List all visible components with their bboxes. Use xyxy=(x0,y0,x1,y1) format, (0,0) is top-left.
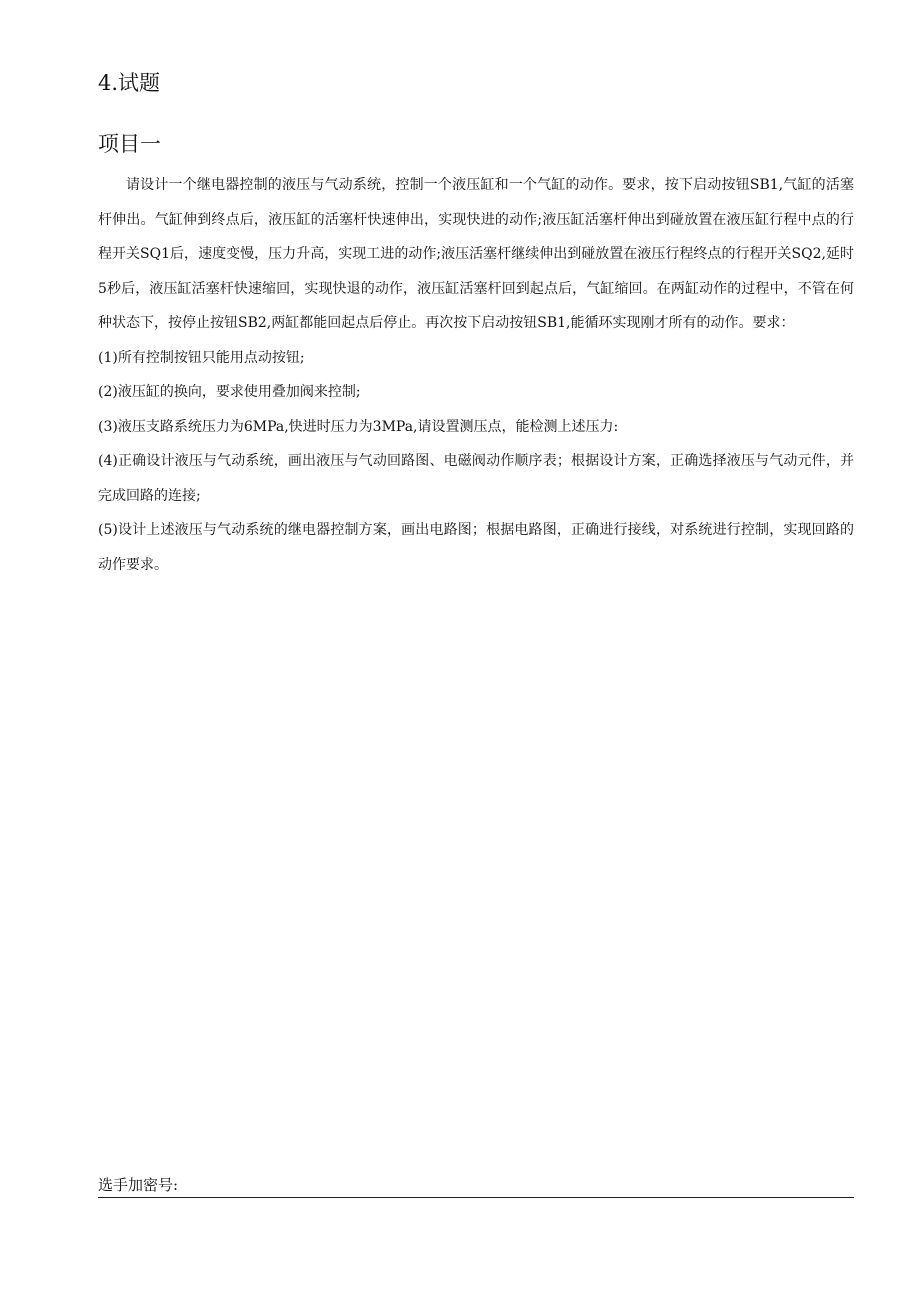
requirement-item-3: (3)液压支路系统压力为6MPa,快进时压力为3MPa,请设置测压点，能检测上述压力: xyxy=(98,418,619,435)
task-content xyxy=(98,168,854,582)
requirement-item-5: (5)设计上述液压与气动系统的继电器控制方案，画出电路图；根据电路图，正确进行接线，对系统进行控制，实现回路的动作要求。 xyxy=(98,522,854,573)
project-title: 项目一 xyxy=(98,132,161,156)
requirement-item-4: (4)正确设计液压与气动系统，画出液压与气动回路图、电磁阀动作顺序表；根据设计方案，正确选择液压与气动元件，并完成回路的连接; xyxy=(98,453,854,504)
requirement-item-2: (2)液压缸的换向，要求使用叠加阀来控制; xyxy=(98,384,361,400)
contestant-code-line xyxy=(98,1171,854,1198)
section-title: 4.试题 xyxy=(98,71,161,95)
requirement-item-1: (1)所有控制按钮只能用点动按钮; xyxy=(98,349,305,366)
contestant-code-label: 选手加密号: xyxy=(98,1176,179,1194)
task-description: 请设计一个继电器控制的液压与气动系统，控制一个液压缸和一个气缸的动作。要求，按下启动按钮SB1,气缸的活塞杆伸出。气缸伸到终点后，液压缸的活塞杆快速伸出，实现快进的动作;液压缸活塞杆伸出到碰放置在液压缸行程中点的行程开关SQ1后，速度变慢，压力升高，实现工进的动作;液压活塞杆继续伸出到碰放置在液压行程终点的行程开关SQ2,延时5秒后，液压缸活塞杆快速缩回，实现快退的动作，液压缸活塞杆回到起点后，气缸缩回。在两缸动作的过程中，不管在何种状态下，按停止按钮SB2,两缸都能回起点后停止。再次按下启动按钮SB1,能循环实现刚才所有的动作。要求： xyxy=(98,177,854,331)
